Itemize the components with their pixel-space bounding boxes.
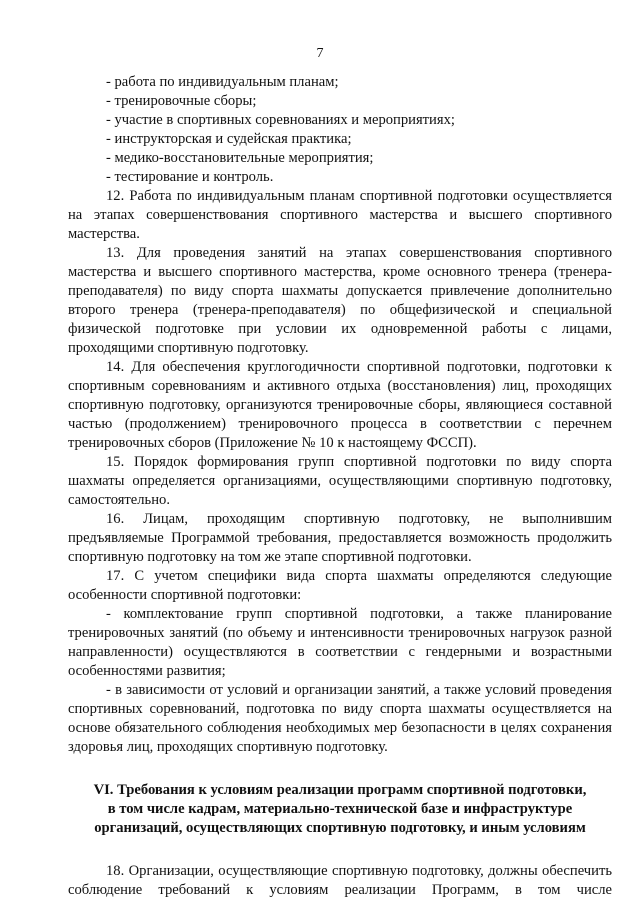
list-item: - работа по индивидуальным планам; (106, 74, 339, 90)
spacer (68, 838, 612, 862)
paragraph-17-item-2: - в зависимости от условий и организации занятий, а также условий проведения спортивных соревнований, подготовка по виду спорта шахматы осуществляется на основе обязательного соблюдения необходимых мер безопасности в целях сохранения здоровья лиц, проходящих спортивную подготовку. (68, 682, 612, 755)
list-item: - инструкторская и судейская практика; (106, 131, 352, 147)
document-body (68, 73, 612, 900)
list-item: - тестирование и контроль. (106, 169, 274, 185)
list-item: - медико-восстановительные мероприятия; (106, 150, 374, 166)
section-heading-line: в том числе кадрам, материально-технической базе и инфраструктуре (107, 801, 573, 817)
list-item: - участие в спортивных соревнованиях и мероприятиях; (106, 112, 455, 128)
section-heading-line: организаций, осуществляющих спортивную подготовку, и иным условиям (94, 820, 586, 836)
paragraph-16: 16. Лицам, проходящим спортивную подготовку, не выполнившим предъявляемые Программой требования, предоставляется возможность продолжить спортивную подготовку на том же этапе спортивной подготовки. (68, 511, 612, 565)
section-heading (68, 781, 612, 838)
page-number: 7 (316, 46, 324, 61)
paragraph-17-item-1: - комплектование групп спортивной подготовки, а также планирование тренировочных занятий (по объему и интенсивности тренировочных нагрузок разной направленности) осуществляются в соответствии с гендерными и возрастными особенностями развития; (68, 606, 612, 679)
paragraph-15: 15. Порядок формирования групп спортивной подготовки по виду спорта шахматы определяется организациями, осуществляющими спортивную подготовку, самостоятельно. (68, 454, 612, 508)
list-item: - тренировочные сборы; (106, 93, 257, 109)
paragraph-12: 12. Работа по индивидуальным планам спортивной подготовки осуществляется на этапах совершенствования спортивного мастерства и высшего спортивного мастерства. (68, 188, 612, 242)
section-heading-line: VI. Требования к условиям реализации программ спортивной подготовки, (93, 782, 587, 798)
paragraph-13: 13. Для проведения занятий на этапах совершенствования спортивного мастерства и высшего спортивного мастерства, кроме основного тренера (тренера-преподавателя) по виду спорта шахматы допускается привлечение дополнительно второго тренера (тренера-преподавателя) по общефизической и специальной физической подготовке при условии их одновременной работы с лицами, проходящими спортивную подготовку. (68, 245, 612, 356)
paragraph-18: 18. Организации, осуществляющие спортивную подготовку, должны обеспечить соблюдение требований к условиям реализации Программ, в том числе (68, 863, 612, 898)
paragraph-17: 17. С учетом специфики вида спорта шахматы определяются следующие особенности спортивной подготовки: (68, 568, 612, 603)
paragraph-14: 14. Для обеспечения круглогодичности спортивной подготовки, подготовки к спортивным соревнованиям и активного отдыха (восстановления) лиц, проходящих спортивную подготовку, организуются тренировочные сборы, являющиеся составной частью (продолжением) тренировочного процесса в соответствии с перечнем тренировочных сборов (Приложение № 10 к настоящему ФССП). (68, 359, 612, 451)
